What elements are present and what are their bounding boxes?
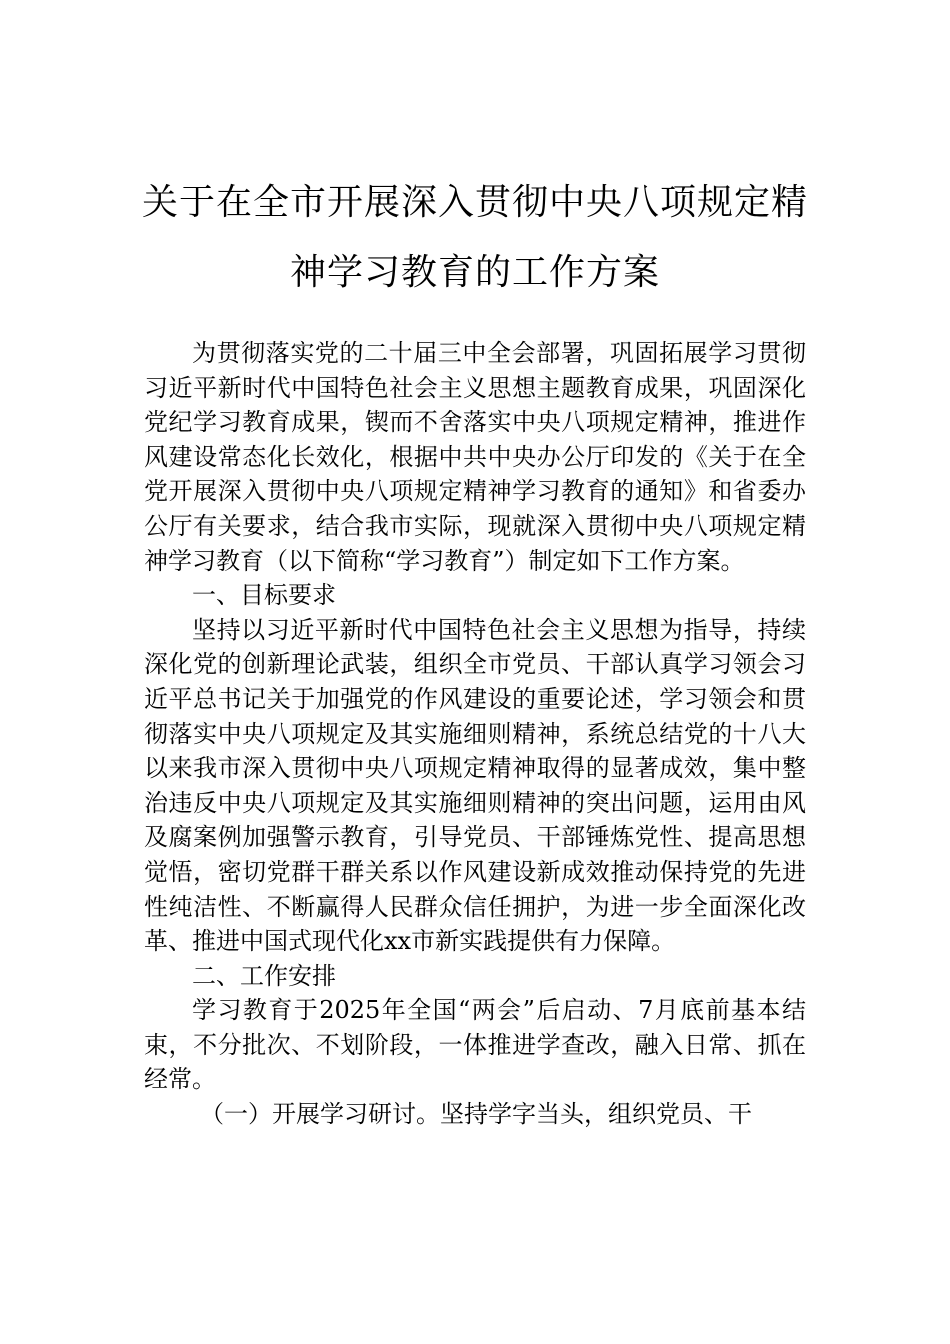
document-body <box>144 336 806 1132</box>
section-heading-arrangement: 二、工作安排 <box>192 961 336 990</box>
document-title <box>140 168 810 308</box>
arrangement-paragraph: 学习教育于2025年全国“两会”后启动、7月底前基本结束，不分批次、不划阶段，一体推进学查改，融入日常、抓在经常。 <box>144 996 806 1094</box>
goals-paragraph: 坚持以习近平新时代中国特色社会主义思想为指导，持续深化党的创新理论武装，组织全市党员、干部认真学习领会习近平总书记关于加强党的作风建设的重要论述，学习领会和贯彻落实中央八项规定及其实施细则精神，系统总结党的十八大以来我市深入贯彻中央八项规定精神取得的显著成效，集中整治违反中央八项规定及其实施细则精神的突出问题，运用由风及腐案例加强警示教育，引导党员、干部锤炼党性、提高思想觉悟，密切党群干群关系以作风建设新成效推动保持党的先进性纯洁性、不断赢得人民群众信任拥护，为进一步全面深化改革、推进中国式现代化xx市新实践提供有力保障。 <box>144 615 806 956</box>
section-heading-goals: 一、目标要求 <box>192 581 336 610</box>
title-line-2: 神学习教育的工作方案 <box>289 252 660 293</box>
title-line-1: 关于在全市开展深入贯彻中央八项规定精 <box>141 182 808 223</box>
subsection-study-paragraph: （一）开展学习研讨。坚持学字当头，组织党员、干 <box>200 1100 752 1129</box>
intro-paragraph: 为贯彻落实党的二十届三中全会部署，巩固拓展学习贯彻习近平新时代中国特色社会主义思想主题教育成果，巩固深化党纪学习教育成果，锲而不舍落实中央八项规定精神，推进作风建设常态化长效化，根据中共中央办公厅印发的《关于在全党开展深入贯彻中央八项规定精神学习教育的通知》和省委办公厅有关要求，结合我市实际，现就深入贯彻中央八项规定精神学习教育（以下简称“学习教育”）制定如下工作方案。 <box>144 339 806 575</box>
